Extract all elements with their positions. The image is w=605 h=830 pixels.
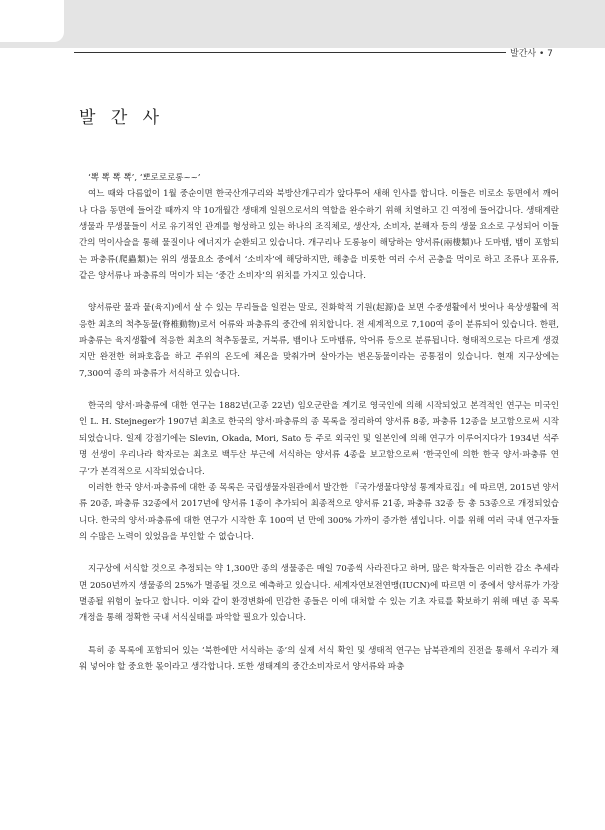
body-paragraph: 양서류란 물과 뭍(육지)에서 살 수 있는 무리들을 일컫는 말로, 진화학적 기원(起源)을 보면 수중생활에서 벗어나 육상생활에 적응한 최초의 척추동물(脊椎動物)로서 어류와 파충류의 중간에 위치합니다. 전 세계적으로 7,100여 종이 분류되어 있습니다. 한편, 파충류는 육지생활에 적응한 최초의 척추동물로, 거북류, 뱀이나 도마뱀류, 악어류 등으로 분류됩니다. 형태적으로는 다르게 생겼지만 완전한 허파호흡을 하고 주위의 온도에 체온을 맞춰가며 살아가는 변온동물이라는 공통점이 있습니다. 현재 지구상에는 7,300여 종의 파충류가 서식하고 있습니다. [79,303,559,379]
body-paragraph: 여느 때와 다름없이 1월 중순이면 한국산개구리와 북방산개구리가 앞다투어 새해 인사를 합니다. 이들은 비로소 동면에서 깨어나 다음 동면에 들어갈 때까지 약 10개월간 생태계 일원으로서의 역할을 완수하기 위해 치열하고 긴 여정에 들어갑니다. 생태계란 생물과 무생물들이 서로 유기적인 관계를 형성하고 있는 하나의 조직체로, 생산자, 소비자, 분해자 등의 생물 요소로 구성되어 이들 간의 먹이사슬을 통해 물질이나 에너지가 순환되고 있습니다. 개구리나 도롱뇽이 해당하는 양서류(兩棲類)나 도마뱀, 뱀이 포함되는 파충류(爬蟲類)는 위의 생물요소 중에서 ‘소비자’에 해당하지만, 해충을 비롯한 여러 수서 곤충을 먹이로 하고 조류나 포유류, 같은 양서류나 파충류의 먹이가 되는 ‘중간 소비자’의 위치를 가지고 있습니다. [79,189,559,282]
header-tab-background [0,0,605,48]
page-number: 7 [547,49,553,59]
body-paragraph: 한국의 양서·파충류에 대한 연구는 1882년(고종 22년) 임오군란을 계기로 영국인에 의해 시작되었고 본격적인 연구는 미국인인 L. H. Stejneger가 1907년 최초로 한국의 양서·파충류의 종 목록을 정리하여 양서류 8종, 파충류 12종을 보고함으로써 시작되었습니다. 일제 강점기에는 Slevin, Okada, Mori, Sato 등 주로 외국인 및 일본인에 의해 연구가 이루어지다가 1934년 석주명 선생이 우리나라 학자로는 최초로 백두산 부근에 서식하는 양서류 4종을 보고함으로써 ‘한국인에 의한 한국 양서·파충류 연구’가 본격적으로 시작되었습니다. [79,401,559,477]
body-paragraph: 특히 종 목록에 포함되어 있는 ‘북한에만 서식하는 종’의 실제 서식 확인 및 생태적 연구는 남북관계의 진전을 통해서 우리가 채워 넣어야 할 중요한 몫이라고 생각합니다. 또한 생태계의 중간소비자로서 양서류와 파충 [79,645,559,672]
body-paragraph: 이러한 한국 양서·파충류에 대한 종 목록은 국립생물자원관에서 발간한 『국가생물다양성 통계자료집』에 따르면, 2015년 양서류 20종, 파충류 32종에서 2017년에 양서류 1종이 추가되어 최종적으로 양서류 21종, 파충류 32종 등 총 53종으로 개정되었습니다. 한국의 양서·파충류에 대한 연구가 시작한 후 100여 년 만에 300% 가까이 증가한 셈입니다. 이를 위해 여러 국내 연구자들의 수많은 노력이 있었음을 부인할 수 없습니다. [79,482,559,542]
page-title: 발 간 사 [79,108,165,128]
running-header [510,46,553,59]
running-header-separator: • [538,49,545,59]
running-header-section: 발간사 [510,49,537,59]
header-tab-notch [0,0,64,42]
body-text [79,170,559,675]
header-rule [74,52,506,53]
body-paragraph-onomatopoeia: ‘뽁 뽁 뽁 뽁’, ‘뽀로로로롱~~’ [88,173,201,183]
body-paragraph: 지구상에 서식할 것으로 추정되는 약 1,300만 종의 생물종은 매일 70종씩 사라진다고 하며, 많은 학자들은 이러한 감소 추세라면 2050년까지 생물종의 25%가 멸종될 것으로 예측하고 있습니다. 세계자연보전연맹(IUCN)에 따르면 이 중에서 양서류가 가장 멸종될 위험이 높다고 합니다. 이와 같이 환경변화에 민감한 종들은 이에 대처할 수 있는 기초 자료를 확보하기 위해 매년 종 목록 개정을 통해 정확한 국내 서식실태를 파악할 필요가 있습니다. [79,564,559,624]
